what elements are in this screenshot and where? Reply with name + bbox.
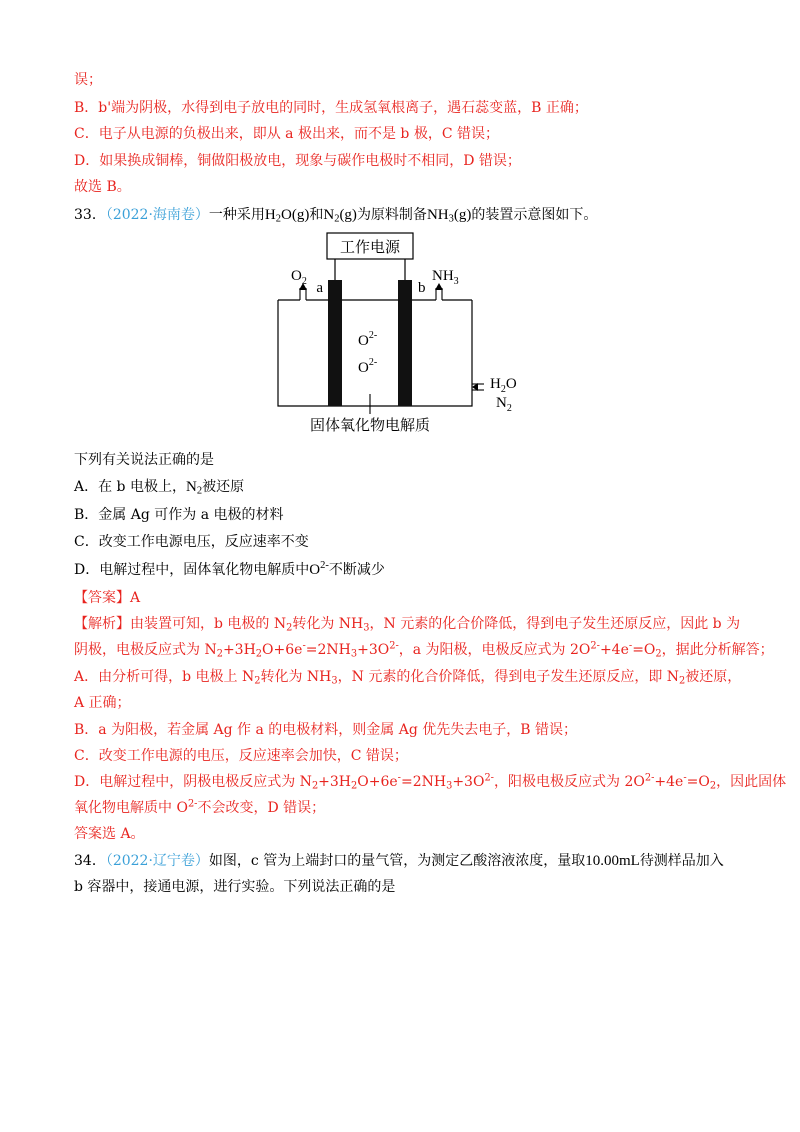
q33-explanation-1: 【解析】由装置可知，b 电极的 $N_2$转化为 $NH_3$，N 元素的化合价降低，得到电子发生还原反应，因此 b 为 — [74, 616, 741, 634]
cell-container — [278, 300, 472, 406]
q33-stem-text: 和 — [309, 207, 324, 223]
prev-conclusion: 故选 B。 — [74, 179, 131, 195]
electrolysis-diagram — [260, 228, 550, 440]
q33-source: （2022·海南卷） — [105, 207, 209, 223]
oxide-ion-label: $O^{2-}$ — [358, 357, 378, 376]
q33-analysis-d: D．电解过程中，阴极电极反应式为 $N_2+3H_2O+6e^-=2NH_3+3O^{2-}$，阳极电极反应式为 $2O^{2-}+4e^-=O_2$，因此固体 — [74, 772, 787, 792]
q34-source: （2022·辽宁卷） — [105, 853, 209, 869]
q33-analysis-a-cont: A 正确； — [74, 695, 131, 711]
q33-stem-text: 为原料制备 — [356, 207, 427, 223]
q33-option-d: D．电解过程中，固体氧化物电解质中$O^{2-}$不断减少 — [74, 560, 385, 578]
q33-stem-text: 的装置示意图如下。 — [471, 207, 598, 223]
electrode-b-label: b — [418, 280, 426, 296]
q33-stem — [74, 205, 734, 225]
nh3-label: $NH_3$ — [432, 268, 459, 287]
q33-final-answer: 答案选 A。 — [74, 826, 145, 842]
prev-option-d: D．如果换成铜棒，铜做阳极放电，现象与碳作电极时不相同，D 错误； — [74, 153, 521, 169]
formula-nh3: $NH_3(g)$ — [426, 207, 472, 225]
formula-n2: $N_2(g)$ — [323, 207, 357, 225]
prev-text-tail: 误； — [74, 72, 102, 88]
formula-h2o: $H_2O(g)$ — [264, 207, 310, 225]
electrode-b — [398, 280, 412, 406]
q33-explanation-2: 阴极，电极反应式为 $N_2+3H_2O+6e^-=2NH_3+3O^{2-}$，a 为阳极，电极反应式为 $2O^{2-}+4e^-=O_2$，据此分析解答； — [74, 640, 774, 660]
q34-stem-cont: b 容器中，接通电源，进行实验。下列说法正确的是 — [74, 879, 396, 895]
q33-analysis-b: B．a 为阳极，若金属 Ag 作 a 的电极材料，则金属 Ag 优先失去电子，B 错误； — [74, 722, 578, 738]
q33-stem-text: 一种采用 — [208, 207, 265, 223]
arrow-up-icon — [435, 283, 443, 290]
power-supply-label: 工作电源 — [339, 240, 401, 256]
h2o-label: $H_2O$ — [490, 376, 517, 395]
q33-option-b: B．金属 Ag 可作为 a 电极的材料 — [74, 507, 284, 523]
q33-option-c: C．改变工作电源电压，反应速率不变 — [74, 534, 309, 550]
n2-label: $N_2$ — [496, 395, 512, 414]
q33-analysis-d-cont: 氧化物电解质中 $O^{2-}$不会改变，D 错误； — [74, 798, 326, 816]
prev-option-c: C．电子从电源的负极出来，即从 a 极出来，而不是 b 极，C 错误； — [74, 126, 499, 142]
oxide-ion-label: $O^{2-}$ — [358, 330, 378, 349]
q33-number: 33． — [74, 207, 106, 223]
o2-label: $O_2$ — [291, 268, 307, 287]
electrode-a-label: a — [316, 280, 323, 296]
prev-option-b: B．b'端为阴极，水得到电子放电的同时，生成氢氧根离子，遇石蕊变蓝，B 正确； — [74, 100, 588, 116]
q33-prompt: 下列有关说法正确的是 — [74, 452, 214, 468]
q34-stem: 34．（2022·辽宁卷）如图，c 管为上端封口的量气管，为测定乙酸溶液浓度，量取10.00mL待测样品加入 — [74, 853, 724, 869]
q33-analysis-c: C．改变工作电源的电压，反应速率会加快，C 错误； — [74, 748, 408, 764]
q34-volume: 10.00mL — [585, 853, 640, 869]
q33-answer: 【答案】A — [74, 590, 141, 606]
q34-number: 34． — [74, 853, 106, 869]
q33-option-a: A．在 b 电极上，$N_2$被还原 — [74, 479, 245, 497]
electrolyte-label: 固体氧化物电解质 — [309, 418, 431, 434]
q33-analysis-a: A．由分析可得，b 电极上 $N_2$转化为 $NH_3$，N 元素的化合价降低，得到电子发生还原反应，即 $N_2$被还原， — [74, 669, 742, 687]
